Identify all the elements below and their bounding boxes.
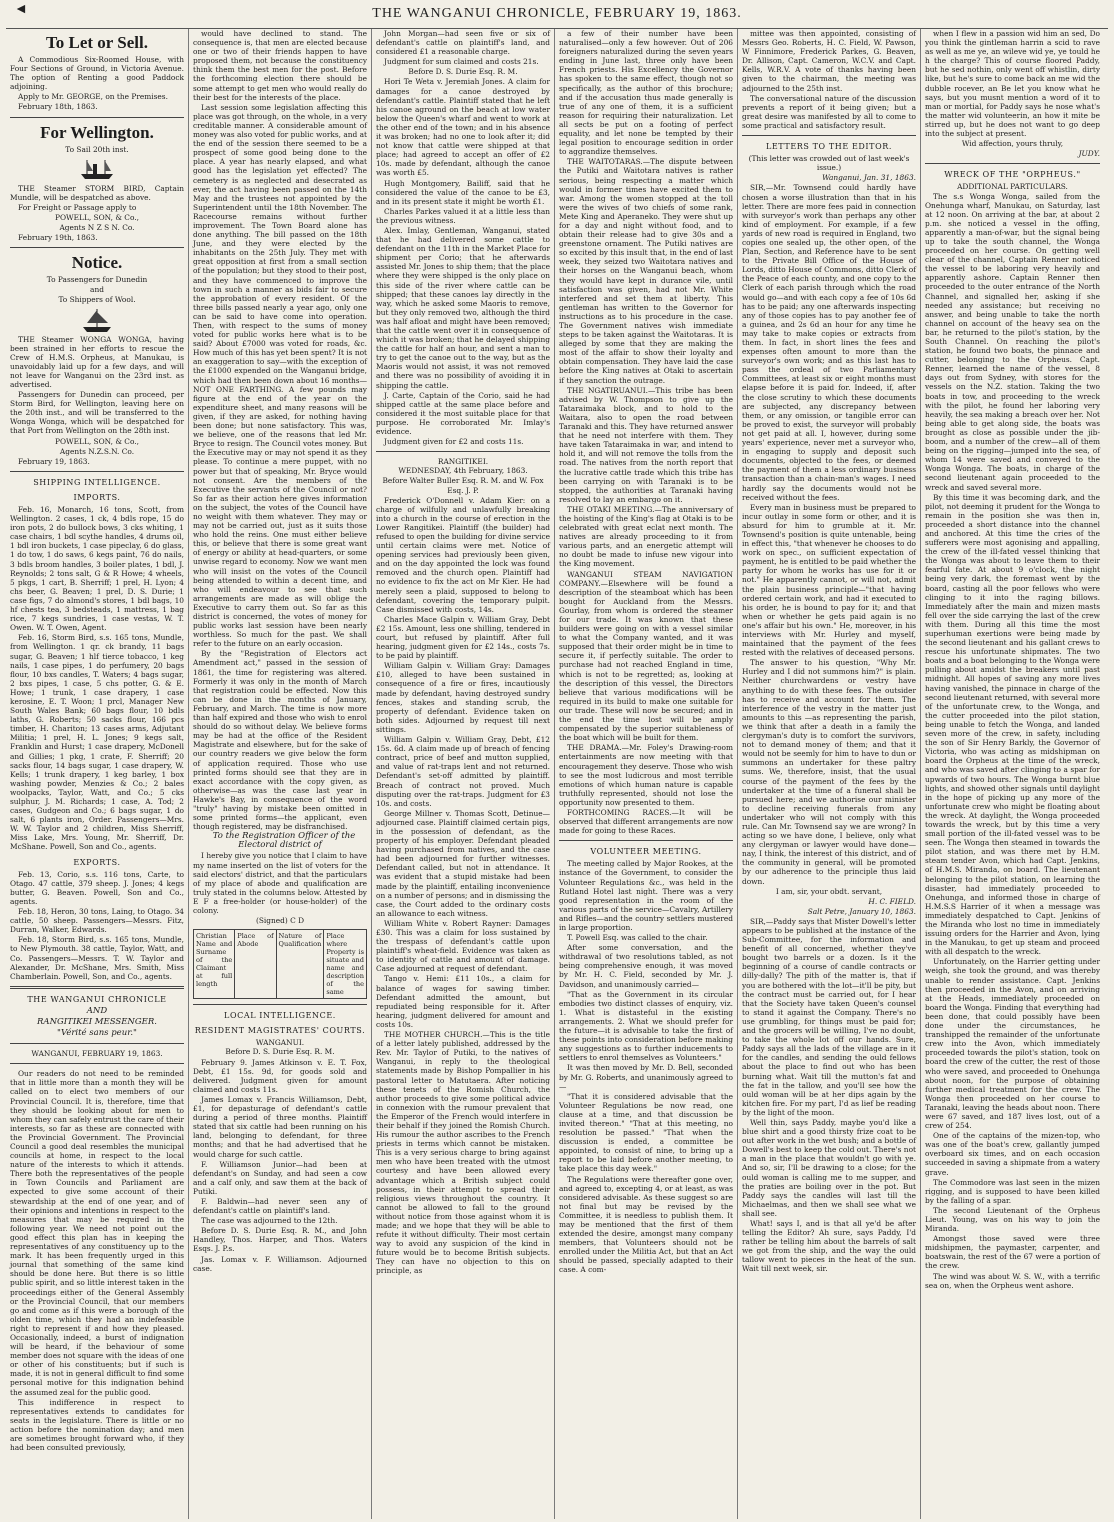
wanganui-heading: WANGANUI. [255, 1038, 305, 1048]
letter-sign: I am, sir, your obdt. servant, [775, 886, 883, 896]
court-case: The case was adjourned to the 12th. [201, 1216, 338, 1226]
shipping-heading: SHIPPING INTELLIGENCE. [33, 477, 161, 487]
news-paragraph: THE NGATIRUANUI.—This tribe has been advised by W. Thompson to give up the Tataraimaka block, and to hold to the Waitara, also to open the road between Taranaki and this. They have returned answer that he need not interfere with them. They have taken Tataraimaka in war, and intend to hold it, and will not remove the tolls from the road. The natives from the north report that the lucrative cattle trade which this tribe has been carrying on with Taranaki is to be stopped, the authorities at Taranaki having resolved to lay an embargo on it. [559, 385, 733, 504]
court-before: Before D. S. Durie Esq. R. M. [408, 67, 518, 77]
masthead-title: THE WANGANUI CHRONICLE, FEBRUARY 19, 1863. [372, 6, 742, 21]
wreck-heading: WRECK OF THE "ORPHEUS." [944, 170, 1081, 180]
divider [193, 1004, 367, 1005]
court-case: Hugh Montgomery, Bailiff, said that he considered the value of the canoe to be £3, and in its present state it might be worth £1. [376, 178, 550, 206]
news-paragraph: The conversational nature of the discussion prevents a report of it being given; but a great desire was manifested by all to come to some practical and satisfactory result. [742, 93, 916, 130]
to-let-date: February 18th, 1863. [18, 102, 98, 112]
court-case: William Galpin v. William Gray, Debt, £12 15s. 6d. A claim made up of breach of fencing contract, price of beef and mutton supplied, and value of rat-traps lent and not returned. Defendant's set-off admitted by plaintiff. Breach of contract not proved. Much disputing over the rat-traps. Judgment for £3 10s. and costs. [376, 735, 550, 808]
to-let-heading: To Let or Sell. [45, 33, 148, 52]
notice-to1: To Passengers for Dunedin [46, 275, 148, 285]
exports-entry: Feb. 13, Corio, s.s. 116 tons, Carte, to Otago. 47 cattle, 379 sheep. J. Jones; 4 kegs butter, G. Beaven. Powell, Son and Co., agents. [10, 869, 184, 906]
news-paragraph: Unfortunately, on the Harrier getting under weigh, she took the ground, and was thereby unable to render assistance. Capt. Jenkins then proceeded in the Avon, and on arriving at the Heads, immediately proceeded on board the Wonga. Finding that everything had been done, that could possibly have been done under the circumstances, he transhipped the remainder of the unfortunate crew into the Avon, which immediately proceeded towards the pilot's station, took on board the crew of the cutter, the rest of those who were saved, and proceeded to Onehunga about noon, for the purpose of obtaining further medical treatment for the crew. The Wonga then proceeded on her course to Taranaki, leaving the heads about noon. There were 67 saved, and 187 lives lost, out of a crew of 254. [925, 957, 1100, 1131]
divider [10, 247, 184, 248]
wellington-body: THE Steamer STORM BIRD, Captain Mundle, will be despatched as above. [10, 183, 184, 202]
notice-to2: and [90, 285, 104, 295]
court-case: Hori Te Weta v. Jeremiah Jones. A claim for damages for a canoe destroyed by defendant's cattle. Plaintiff stated that he left his canoe aground on the beach at low water below the Queen's wharf and went to work at the other end of the town; and in his absence it was broken; had no one to look after it; did not know that cattle were shipped at that place; had agreed to accept an offer of £2 10s. made by defendant, although the canoe was worth £5. [376, 77, 550, 178]
wellington-agent: POWELL, SON, & Co., [55, 212, 139, 222]
court-case: F. Williamson Junior—had been at defendant's on Sunday, and had seen a cow and a calf only, and saw them at the back of Putiki. [193, 1159, 367, 1196]
court-case: Judgment given for £2 and costs 11s. [384, 437, 524, 447]
exports-entry: Feb. 18, Heron, 30 tons, Laing, to Otago. 34 cattle, 50 sheep. Passengers—Messrs. Fitz, Durran, Walker, Edwards. [10, 907, 184, 935]
steamer-ship-icon [10, 156, 184, 182]
resolution-quote: "That it is considered advisable that the Volunteer Regulations be now read, one clause at a time, and that discussion be invited thereon." "That at this meeting, no resolution be passed." "That when the discussion is ended, a committee be appointed, to consist of nine, to bring up a report to be laid before another meeting, to take place this day week." [559, 1091, 733, 1174]
wellington-freight: For Freight or Passage apply to [18, 202, 137, 212]
editorial-paragraph: Our readers do not need to be reminded that in little more than a month they will be called on to elect two members of our Provincial Council. It is, therefore, time that they should be looking about for men to whom they can safely entrust the care of their interests, so far as these are connected with the Provincial Government. The Provincial Council a good deal resembles the municipal councils at home, in respect to the local nature of the interests to which it attends. There both the representatives of the people in Town Councils and Parliament are expected to give some account of their stewardship at the end of one year, and of their opinions and intentions in respect to the measures that may be required in the following year. We need not point out the good effect this plan has in keeping the representatives of any constituency up to the mark. It has been frequently urged in this journal that something of the same kind should be done here. But there is so little public spirit, and so little interest taken in the proceedings either of the General Assembly or the Provincial Council, that our members go and come as if this were a borough of the olden time, which they had an indefeasible right to represent if and how they pleased. Occasionally, indeed, a burst of indignation will be heard, if the behaviour of some member does not square with the ideas of one or other of his constituents; but if such is made, it is not in general difficult to find some personal motive for this indignation behind the assumed zeal for the public good. [10, 1069, 184, 1397]
letter-place: Wanganui, Jan. 31, 1863. [822, 173, 916, 183]
notice-agent2: Agents N.Z.S.N. Co. [59, 446, 135, 456]
divider [10, 1063, 184, 1064]
exports-heading: EXPORTS. [73, 857, 121, 867]
news-paragraph: THE OTAKI MEETING.—The anniversary of the hoisting of the King's flag at Otaki is to be celebrated with great eclat next month. The natives are already proceeding to it from various parts, and an energetic attempt will no doubt be made to infuse new vigour into the King movement. [559, 504, 733, 569]
letter-body: What! says I, and is that all ye'd be after telling the Editor? Ah sure, says Paddy, I'd rather be telling him about the barrels of salt we got from the ship, and the way the ould tallow went to pieces in the heat of the sun. Wait till next week, sir. [742, 1219, 916, 1274]
news-paragraph: THE WAITOTARAS.—The dispute between the Putiki and Waitotara natives is rather serious, being respecting a matter which would in former times have excited them to war. Among the women stopped at the toll were the wives of two chiefs of some rank, Mete King and Aperaneko. They were shut up for a day and night without food, and to obtain their release had to give 30s and a greenstone ornament. The Putiki natives are so excited by this insult that, in the end of last week, they seized two Waitotara natives and their horses on the Wanganui beach, whom they would have kept in durance vile, until satisfaction was given, had not Mr. White interfered and set them at liberty. This gentleman has written to the Governor for instructions as to his procedure in the case. The Government natives wish immediate steps to be taken against the Waitotaras. It is alleged by some that they are making the most of the affair to show their loyalty and obtain compensation. They have laid the case before the King natives at Otaki to ascertain if they sanction the outrage. [559, 157, 733, 385]
news-paragraph: The Regulations were thereafter gone over, and agreed to, excepting 4, or at least, as was considered advisable. As these suggest so are not final but may be revised by the Committee, it is needless to publish them. It may be mentioned that the first of them extended the desire, amongst many company members, that Volunteers should not be enrolled under the Militia Act, but that an Act should be passed, specially adapted to their case. A com- [559, 1174, 733, 1275]
news-paragraph: FORTHCOMING RACES.—It will be observed that different arrangements are now made for going to these Races. [559, 807, 733, 836]
letter-sign: JUDY. [1078, 149, 1100, 159]
divider [559, 840, 733, 841]
news-paragraph: The meeting called by Major Rookes, at the instance of the Government, to consider the Volunteer Regulations &c., was held in the Rutland Hotel last night. There was a very good representation in the room of the various parts of the service—Cavalry, Artillery and Rifles—and the country settlers mustered in large proportion. [559, 859, 733, 932]
news-paragraph: Amongst those saved were three midshipmen, the paymaster, carpenter, and boatswain, the rest of the 67 were a portion of the crew. [925, 1234, 1100, 1271]
page-corner-mark: ◄ [14, 2, 29, 17]
news-paragraph: The s.s Wonga Wonga, sailed from the Onehunga wharf, Manukau, on Saturday, last at 12 noon. On arriving at the bar, at about 2 p.m. she noticed a vessel in the offing, apparently a man-of-war, but the signal being up to take the south channel, the Wonga proceeded on her course. On getting well clear of the channel, Captain Renner noticed the vessel to be laboring very heavily and apparently ashore. Captain Renner then proceeded to the outer entrance of the North Channel, and signalled her, asking if she needed any assistance; but receiving no answer, and being unable to take the north channel on account of the heavy sea on the bar, he returned to the pilot's station, by the South Channel. On reaching the pilot's station, he found two boats, the pinnace and cutter, belonging to the Orpheus. Capt. Renner, learned the name of the vessel, 8 days out from Sydney, with stores for the vessels on the N.Z. station. Taking the two boats in tow, and proceeding to the wreck with the pilot, he found her laboring very heavily, the sea making a breach over her. Not being able to get along side, the boats was brought as close as possible under the jib-boom, and a number of the crew—all of them being on the rigging—jumped into the sea, of whom 14 were saved and conveyed to the Wonga Wonga. The boats, in charge of the second lieutenant again proceeded to the wreck and saved several more. [925, 191, 1100, 492]
paper-date: WANGANUI, FEBRUARY 19, 1863. [31, 1049, 163, 1059]
wellington-heading: For Wellington. [40, 122, 154, 142]
imports-entry: Feb. 16, Storm Bird, s.s. 165 tons, Mundle, from Wellington. 1 qr. ck brandy, 11 bags sugar, G. Beaven; 1 hlf tierce tobacco, 1 keg nails, 1 case pipes, 1 do perfumery, 20 bags flour, 10 bxs candles, T. Waters; 4 bags sugar, 2 bxs pipes, 1 case, 5 chs potter, G. & E. Howe; 1 trunk, 1 case drapery, 1 case kerosine, E. T. Woon; 1 prcl, Manager New South Wales Bank; 60 bags flour, 10 bdls laths, G. Roberts; 50 sacks flour, 166 pcs timber, H. Chariton; 13 cases arms, Adjutant Militia; 1 prel, H. L. Jones; 9 kegs salt, Franklin and Hurst; 1 case drapery, McDonell and Gillies; 1 pkg, 1 crate, F. Sherriff; 20 sacks flour, 14 bags sugar, 1 case drapery, W. Kells; 1 trunk drapery, 1 keg barley, 1 box washing powder, Menzies & Co.; 2 bales woolpacks, Taylor, Watt, and Co.; 5 cks sulphur, J. M. Richards; 1 case, A. Tod; 2 cases, Gudgeon and Co.; 6 bags sugar, 1 do salt, 6 plants iron, Order. Passengers—Mrs. W. W. Taylor and 2 children, Miss Sherriff, Miss Lake, Mrs. Young, Mr. Sherriff, Dr. McShane. Powell, Son and Co., agents. [10, 633, 184, 852]
resolution-quote: "That as the Government in its circular embodies two distinct classes of enquiry, viz. 1. What is distasteful in the existing arrangements. 2. What we should prefer for the future—it is advisable to take the first of these points into consideration before making any suggestions as to further inducements to settlers to enrol themselves as Volunteers." [559, 989, 733, 1063]
letter-sign: H. C. FIELD. [868, 896, 916, 906]
form-title: To the Registration Officer of the Electoral district of [212, 831, 356, 851]
rangitikei-date: WEDNESDAY, 4th February, 1863. [398, 466, 528, 476]
notice-body: THE Steamer WONGA WONGA, having been strained in her efforts to rescue the Crew of H.M.S. Orpheus, at Manukau, is unavoidably laid up for a few days, and will not leave for Wanganui on the 23rd inst. as advertised. [10, 334, 184, 389]
news-paragraph: After some conversation, and the withdrawal of two resolutions tabled, as not being comprehensive enough, it was moved by Mr. H. C. Field, seconded by Mr. J. Davidson, and unanimously carried— [559, 943, 733, 989]
news-paragraph: One of the captains of the mizen-top, who was one of the boat's crew, gallantly jumped overboard six times, and on each occasion succeeded in saving a shipmate from a watery grave. [925, 1131, 1100, 1177]
editorial-paragraph: would have declined to stand. The consequence is, that men are elected because one or two of their friends happen to have proposed them, not because the constituency think them the best men for the post. Before the forthcoming election there should be some attempt to get men who would really do their best for the interests of the place. [193, 29, 367, 102]
court-case: William White v. Robert Rayner: Damages £30. This was a claim for loss sustained by the trespass of defendant's cattle upon plaintiff's wheat-field. Evidence was taken as to identity of cattle and amount of damage. Case adjourned at request of defendant. [376, 918, 550, 974]
notice-body2: Passengers for Dunedin can proceed, per Storm Bird, for Wellington, leaving here on the 20th inst., and will be transferred to the Wonga Wonga, which will be despatched for that Port from Wellington on the 28th inst. [10, 390, 184, 436]
letter-body: Every man in business must be prepared to incur outlay in some form or other, and it is absurd for him to grumble at it. Mr. Townsend's position is quite untenable, being in effect this, "that whenever he chooses to do work on spec., on sufficient expectation of payment, he is entitled to be paid whether the party for whom he works has use for it or not." He apparently cannot, or will not, admit the plain business principle—"that having ordered certain work, and had it executed to his order, he is bound to pay for it; and that when or whether he gets paid again is no one's affair but his own." He, moreover, in his interviews with Mr. Hurley and myself, maintained that the payment of the fees rested with the relatives of deceased persons. [742, 502, 916, 658]
court-case: Charles Mace Galpin v. William Gray, Debt £2 15s. Amount, less one shilling, tendered in court, but refused by plaintiff. After full hearing, judgment given for £2 14s., costs 7s. to be paid by plaintiff. [376, 614, 550, 661]
letter-body: SIR,—Mr. Townsend could hardly have chosen a worse illustration than that in his letter. There are more fees paid in connection with surveyor's work than perhaps any other kind of employment. For example, if a few yards of new road is required in England, two copies one sealed up, the other open, of the Plan, Section, and Reference have to be sent to the Private Bill Office of the House of Lords, ditto House of Commons, ditto Clerk of the Peace of each county, and one copy to the Clerk of each parish through which the road would go—and with each copy a fee of 10s 6d has to be paid; any one afterwards inspecting any of those copies has to pay another fee of a guinea, and 2s 6d an hour for any time he may take to make copies or extracts from them. In fact, in short lines the fees and expenses often amount to more than the surveyor's own work; and as this last has to pass the ordeal of two Parliamentary Committees, at least six or eight months must elapse before it is paid for. Indeed, if, after the close scrutiny to which these documents are subjected, any discrepancy between them, or any omission, or tangible error can be proved to exist, the surveyor will probably not get paid at all. I, however, during some years' experience, never met a surveyor who, in engaging to supply and deposit such documents, objected to the fees, or deemed the payment of them a less ordinary business transaction than a chain-man's wages. I need hardly say the documents would not be received without the fees. [742, 183, 916, 502]
rangitikei-before: Before Walter Buller Esq. R. M. and W. Fox Esq. J. P. [382, 476, 544, 495]
column-4 [555, 29, 738, 1519]
notice-agent: POWELL, SON, & Co., [55, 436, 139, 446]
news-paragraph: a few of their number have been naturalised—only a few however. Out of 206 foreigners naturalized during the seven years ending in June last, three only have been French priests. His Excellency the Governor has spoken to the same effect, though not so specifically, as the author of this brochure; and if the accusation thus made generally is true of any one of them, it is a sufficient reason for requiring their naturalization. Let all sects be put on a footing of perfect equality, and let none be tempted by their legal position to encourage sedition in order to aggrandize themselves. [559, 29, 733, 157]
court-case: February 9. James Atkinson v. E. T. Fox, Debt, £1 15s. 9d, for goods sold and delivered. Judgment given for amount claimed and costs 11s. [193, 1057, 367, 1094]
wellington-agent2: Agents N Z S N. Co. [59, 223, 135, 233]
imports-heading: IMPORTS. [73, 492, 121, 502]
news-paragraph: By this time it was becoming dark, and the pilot, not deeming it prudent for the Wonga to remain in the position she was then in, proceeded a short distance into the channel and anchored. At this time the cries of the sufferers were most agonising and appalling, the crew of the ill-fated vessel thinking that the Wonga was about to leave them to their fearful fate. At about 9 o'clock, the night being very dark, the foremast went by the board, casting all the poor fellows who were clinging to it into the raging billows. Immediately after the main and mizen masts fell over the side carrying the last of the crew with them. During all this time the most superhuman exertions were being made by the second lieutenant and his gallant crews to rescue his unfortunate shipmates. The two boats and a boat belonging to the Wonga were pulling about amidst the breakers until past midnight. All hopes of saving any more lives having vanished, the pinnace in charge of the second lieutenant returned, with several more of the unfortunate crew, to the Wonga, and the cutter proceeded into the pilot station, being unable to fetch the Wonga, and landed seven more of the crew, in safety, including the son of Sir Henry Barkly, the Governor of Victoria, who was acting as midshipman on board the Orpheus at the time of the wreck, and who was saved after clinging to a spar for upwards of two hours. The Wonga burnt blue lights, and showed other signals until daylight in the hope of picking up any more of the unfortunate crew who might be floating about the wreck. At daylight, the Wonga proceeded towards the wreck, but by this time a very small portion of the ill-fated vessel was to be seen. The Wonga then steamed in towards the pilot station, and was there met by H.M. steam tender Avon, which had Capt. Jenkins, of H.M.S. Miranda, on board. The lieutenant belonging to the pilot station, on learning the disaster, had immediately proceeded to Onehunga, and informed those in charge of H.M.S.S Harrier of it when a message was immediately despatched to Capt. Jenkins of the Miranda who lost no time in immediately issuing orders for the Harrier and Avon, lying in the Manukau, to get up steam and proceed with all despatch to the wreck. [925, 492, 1100, 957]
column-2 [189, 29, 372, 1519]
letters-heading: LETTERS TO THE EDITOR. [765, 142, 893, 152]
form-column: Christian Name and Surname of the Claimant at full length [194, 930, 235, 998]
editorial-paragraph: This indifference in respect to representatives extends to candidates for seats in the legislature. There is little or no action before the nomination day; and men are sometimes brought forward who, if they had been consulted previously, [10, 1397, 184, 1453]
sailing-ship-icon [10, 307, 184, 333]
wreck-sub: ADDITIONAL PARTICULARS. [957, 182, 1068, 192]
letters-note: (This letter was crowded out of last week's issue.) [748, 154, 910, 173]
court-case: William Galpin v. William Gray: Damages £10, alleged to have been sustained in consequence of a fire or fires, incautiously made by defendant, having destroyed sundry fences, stakes and standing scrub, the property of defendant. Evidence taken on both sides. Adjourned by request till next sittings. [376, 661, 550, 734]
letter-sign: Wid affection, yours thruly, [961, 139, 1064, 149]
paper-name2: RANGITIKEI MESSENGER. [37, 1016, 157, 1027]
form-column: Place of Abode [235, 930, 276, 998]
paper-name: THE WANGANUI CHRONICLE [27, 994, 167, 1004]
imports-entry: Feb. 16, Monarch, 16 tons, Scott, from Wellington. 2 cases, 1 ck, 4 bdls rope, 15 do iron pots, 2 do bullock bows, 3 cks whiting, 1 case chairs, 1 bdl scythe handles, 4 drums oil, 1 bdl iron buckets, 1 case pipeclay, 6 do glass, 1 do tow, 1 do saws, 6 kegs paint, 76 do nails, 3 bdls broom handles, 3 boiler plates, 1 bdl, J. Reynolds; 2 tons salt, G & R Howe; 4 wheels, 5 pkgs, 1 cart, B. Sherriff; 1 prel, H. Lyon; 4 chs beer, G. Beaven; 1 prel, D. S. Durie; 1 case figs, 7 do almond's stores, 1 bdl bags, 10 hf chests tea, 3 bedsteads, 1 mattress, 1 bag rice, 7 kegs sundries, 1 case vestas, W. T. Owen. W. T. Owen, Agent. [10, 505, 184, 633]
court-case: J. Carte, Captain of the Corio, said he had shipped cattle at the same place before and considered it the most suitable place for that purpose. He corroborated Mr. Imlay's evidence. [376, 390, 550, 437]
form-column: Nature of Qualification [277, 930, 325, 998]
news-paragraph: T. Powell Esq. was called to the chair. [567, 933, 708, 943]
editorial-paragraph: Last session some legislation affecting this place was got through, on the whole, in a very creditable manner. A considerable amount of money was also voted for public works, and at the end of the session there seemed to be a prospect of some good being done to the place. A year has nearly elapsed, and what good has the legislation yet effected? The cemetery is as neglected and desecrated as ever, the act having been passed on the 14th May and the trustees not appointed by the Superintendent until the 18th November. The Racecourse remains without further improvement. The Town Board alone has done anything. The bill passed on the 18th June, and they were elected by the inhabitants on the 25th July. They met with great opposition at first from a small section of the population; but they stood to their post, and they have commenced to improve the town in such a manner as bids fair to secure the approbation of every resident. Of the three bills passed nearly a year ago, only one can be said to have come into operation. Then, with respect to the sums of money voted for public works here what is to be said? About £7000 was voted for roads, &c. How much of this has yet been spent? It is not an exaggeration to say—with the exception of the £1000 expended on the Wanganui bridge, which had then been down about 16 months—NOT ONE FARTHING. A few pounds may figure at the end of the year on the expenditure sheet, and many reasons will be given, if they are asked, for nothing having been done; but none satisfactory. This was, we believe, one of the reasons that led Mr. Bryce to resign. The Council votes money. But the Executive may or may not spend it as they please. To continue a mere puppet, with no power but that of speaking, Mr. Bryce would not consent. Are the members of the Executive the servants of the Council or not? So far as their action here gives information on the subject, the votes of the Council have no weight with them whatever. They may or may not be carried out, just as it suits those who hold the reins. One must either believe this, or believe that there is some great want of energy or ability at head-quarters, or some unwise regard to economy. Now we want men who will insist on the votes of the Council being attended to within a decent time, and who will endeavour to see that such arrangements are made as will oblige the Executive to carry them out. So far as this district is concerned, the votes of money for public works last session have been nearly worthless. So much for the past. We shall refer to the future on an early occasion. [193, 102, 367, 649]
form-body: I hereby give you notice that I claim to have my name inserted on the list of voters for the said electors' district, and that the particulars of my place of abode and qualification are truly stated in the columns below. Attested by E F a free-holder (or house-holder) of the colony. [193, 851, 367, 915]
to-let-body: A Commodious Six-Roomed House, with Four Sections of Ground, in Victoria Avenue. The option of Renting a good Paddock adjoining. [10, 55, 184, 92]
news-paragraph: THE MOTHER CHURCH.—This is the title of a letter lately published, addressed by the Rev. Mr. Taylor of Putiki, to the natives of Wanganui, in reply to the theological statements made by Bishop Pompallier in his pastoral letter to Matutaera. After noticing these tenets of the Romish Church, the author proceeds to give some political advice in connexion with the rumour prevalent that the Emperor of the French would interfere in their behalf if they joined the Romish Church. His rumour the author ascribes to the French priests in terms which cannot be mistaken. This is a very serious charge to bring against men who have been treated with the utmost courtesy and have been allowed every advantage which a British subject could possess, in their attempt to spread their religious views throughout the country. It cannot be allowed to fall to the ground without notice from those against whom it is made; and we hope that they will be able to refute it without difficulty. Their most certain way to avoid any suspicion of the kind in future would be to become British subjects. They can have no objection to this on principle, as [376, 1030, 550, 1276]
wellington-sail: To Sail 20th inst. [65, 144, 129, 154]
notice-heading: Notice. [71, 253, 123, 273]
rm-heading: RESIDENT MAGISTRATES' COURTS. [194, 1026, 366, 1036]
court-case: Frederick O'Donnell v. Adam Kier: on a charge of wilfully and unlawfully breaking into a church in the course of erection in the Lower Rangitikei. Plaintiff (the builder) had refused to open the building for divine service until certain claims were met. Notice of opening services had previously been given, and on the day appointed the lock was found removed and the church open. Plaintiff had no evidence to fix the act on Mr Kier. He had merely seen a plaid, supposed to belong to defendant, covering the temporary pulpit. Case dismissed with costs, 14s. [376, 495, 550, 614]
column-1 [6, 29, 189, 1519]
divider [10, 1043, 184, 1044]
news-paragraph: The Commodore was last seen in the mizen rigging, and is supposed to have been killed by the falling of a spar. [925, 1177, 1100, 1205]
paper-and: AND [86, 1005, 108, 1016]
divider [10, 471, 184, 472]
columns [6, 29, 1108, 1519]
court-case: Alex. Imlay, Gentleman, Wanganui, stated that he had delivered some cattle to defendant on the 11th in the Market Place for shipment per Corio; that he afterwards assisted Mr. Jones to ship them; that the place where they were shipped is the only place on this side of the river where cattle can be shipped; that these canoes lay directly in the way, which he asked some Maoris to remove, but they only removed two, although the third was half afloat and might have been removed; that the cattle went over it in consequence of which it was broken; that he delayed shipping the cattle for half an hour, and sent a man to try to get the canoe out to the way, but as the Maoris would not assist, it was not removed and there was no possibility of avoiding it in shipping the cattle. [376, 225, 550, 390]
page-masthead [6, 0, 1108, 29]
wanganui-before: Before D. S. Durie Esq. R. M. [225, 1047, 335, 1057]
news-paragraph: The wind was about W. S. W., with a terrific sea on, when the Orpheus went ashore. [925, 1271, 1100, 1290]
notice-date: February 19, 1863. [18, 456, 90, 466]
news-paragraph: It was then moved by Mr. D. Bell, seconded by Mr. G. Roberts, and unanimously agreed to— [559, 1063, 733, 1091]
column-5 [738, 29, 921, 1519]
volunteer-heading: VOLUNTEER MEETING. [590, 847, 702, 857]
news-paragraph: mittee was then appointed, consisting of Messrs Geo. Roberts, H. C. Field, W. Pawson, W Finnimore, Frederick Parkes, G. Beaven, Dr. Allison, Capt. Cameron, W.C.V. and Capt. Kells, W.R.V. A vote of thanks having been given to the chairman, the meeting was adjourned to the 25th inst. [742, 29, 916, 93]
news-paragraph: WANGANUI STEAM NAVIGATION COMPANY.—Elsewhere will be found a description of the steamboat which has been bought for Auckland from the Messrs. Gourlay, from whom is ordered the steamer for our trade. It was known that these builders were going on with a vessel similar to what the Company wanted, and it was supposed that their order might be in time to secure it, if perfectly suitable. The order to purchase had not reached England in time, which is not to be regretted; as, looking at the description of this vessel, the Directors believe that various modifications will be required in its build to make one suitable for our trade. These will now be secured; and in the end the time lost will be amply compensated by the superior suitableness of the boat which will be built for them. [559, 569, 733, 743]
form-column: Place where Property is situate and name and description of the same [326, 932, 365, 997]
divider [10, 117, 184, 118]
court-case: John Morgan—had seen five or six of defendant's cattle on plaintiff's land, and considered £1 a reasonable charge. [376, 29, 550, 57]
form-signed: (Signed) C D [255, 916, 305, 926]
court-case: Judgment for sum claimed and costs 21s. [384, 57, 539, 67]
court-case: Charles Parkes valued it at a little less than the previous witness. [376, 206, 550, 225]
court-case: Tango v. Hemi: £11 10s., a claim for balance of wages for sawing timber. Defendant admitted the amount, but repudiated being responsible for it. After hearing, judgment delivered for amount and costs 10s. [376, 974, 550, 1029]
registration-form-table [193, 929, 367, 999]
to-let-apply: Apply to Mr. GEORGE, on the Premises. [18, 92, 168, 102]
notice-to3: To Shippers of Wool. [58, 295, 136, 305]
court-case: Jas. Lomax v. F. Williamson. Adjourned case. [193, 1254, 367, 1273]
editorial-paragraph: By the "Registration of Electors act Amendment act," passed in the session of 1861, the time for registering was altered. Formerly it was only in the month of March that registration could be effected. Now this can be done in the months of January, February, and March. The time is now more than half expired and those who wish to enrol should do so without delay. We believe forms may be had at the office of the Resident Magistrate and elsewhere, but for the sake of our country readers we give below the form of application required. Those who use printed forms should see that they are in exact accordance with the copy given, as otherwise—as was the case last year in Hawke's Bay, in consequence of the word "truly" having by mistake been omitted in some printed forms—the applicant, even though registered, may be disfranchised. [193, 649, 367, 832]
letter-body: SIR,—Paddy says that Mister Dowell's letter appears to be published at the instance of the Sub-Committee, for the information and benefit of all concerned, whether they've bought two barrels or a dozen. Is it the beginning of a course of candle contracts or dilly-dally? The pith of the matter is, that if you are bothered with the lot—it'll be pity, but the contract must be carried out, for I hear that the Society have taken Queen's counsel to stand it against the Company. There's no use grumbling, for things must be paid for; and the grocers will be willing, I've no doubt, to take the whole lot off our hands. Sure, Paddy says all the lads of the village are in it for the candles, and sending the ould fellows about the place to find out who has been burning what. Wait till the mutton's fat and the fat in the tallow, and you'll see how the ould woman will be at her dips again by the kitchen fire. For my part, I'd as lief be reading by the light of the moon. [742, 916, 916, 1117]
paper-motto: "Vérité sans peur." [57, 1028, 137, 1039]
divider [742, 135, 916, 136]
column-6 [921, 29, 1104, 1519]
divider [376, 451, 550, 452]
court-case: F. Baldwin—had never seen any of defendant's cattle on plaintiff's land. [193, 1196, 367, 1216]
news-paragraph: The second Lieutenant of the Orpheus Lieut. Young, was on his way to join the Miranda. [925, 1205, 1100, 1234]
local-heading: LOCAL INTELLIGENCE. [224, 1011, 336, 1021]
letter-body: Well thin, says Paddy, maybe you'd like a blue shirt and a good thirsty frize coat to be out after work in the wet bush; and a bottle of Dowell's best to keep the cold out. There's not a man in the place that wouldn't go with ye. And so, sir, I'll be drawing to a close; for the ould woman is calling me to me supper, and the praties are boiling over in the pot. But Paddy says the candles will last till the Michaelmas, and then we shall see what we shall see. [742, 1117, 916, 1218]
news-paragraph: THE DRAMA.—Mr. Foley's Drawing-room entertainments are now meeting with that encouragement they deserve. Those who wish to see the most ludicrous and most terrible emotions of which human nature is capable truthfully represented, should not lose the opportunity now presented to them. [559, 743, 733, 807]
exports-entry: Feb. 18, Storm Bird, s.s. 165 tons, Mundle, to New Plymouth. 38 cattle, Taylor, Watt, and Co. Passengers—Messrs. T. W. Taylor and Alexander, Dr. McShane, Mrs. Smith, Miss Chamberlain. Powell, Son, and Co., agents. [10, 935, 184, 981]
letter-body: The answer to his question, "Why Mr. Hurley and I did not summons him?" is plain. Neither churchwardens or vestry have anything to do with these fees. The outsider has to receive and account for them. The interference of the vestry in the matter just amounts to this —as representing the parish, we think that after a death in a family the clergyman's duty is to comfort the survivors, not to demand money of them; and that it would not be seemly for him to have to dun or summons an undertaker for these paltry sums. We, therefore, insist, that the usual course of the payment of the fees by the undertaker at the time of a funeral shall be pursued here; and we authorise our minister to decline receiving funerals from any undertaker who will not comply with this rule. Can Mr. Townsend say we are wrong? In acting so we have done, I believe, only what any clergyman or lawyer would have done—nay, I think, the interest of this district, and of the community in general, will be promoted by our adherence to the principle thus laid down. [742, 658, 916, 886]
column-3 [372, 29, 555, 1519]
court-case: James Lomax v. Francis Williamson, Debt, £1, for depasturage of defendant's cattle during a period of three months. Plaintiff stated that six cattle had been running on his land, belonging to defendant, for three months; and that he had advertised that he would charge for such cattle. [193, 1094, 367, 1159]
divider [10, 986, 184, 989]
wellington-date: February 19th, 1863. [18, 233, 98, 243]
letter-place: Salt Petre, January 10, 1863. [807, 906, 916, 916]
court-case: George Millner v. Thomas Scott, Detinue—adjourned case. Plaintiff claimed certain pigs, in the possession of defendant, as the property of his employer. Defendant pleaded having purchased from natives, and the case had been adjourned for further witnesses. Defendant called, but not in attendance. It was evident that a stupid mistake had been made by the plaintiff, entailing inconvenience on a number of persons; and in dismissing the case, the Court added to the ordinary costs an allowance to each witness. [376, 808, 550, 918]
divider [925, 163, 1100, 164]
letter-body: when I flew in a passion wid him an sed, Do you think the gintleman harrin a scid to rave as well as me ye, an wileve wid ye, ye tould he h the charge? This of course floored Paddy, but he sed nothin, only went off whistlin, dirty like, but he's sure to come back an me wid the dubble rocever, an Be let you know what he says, but you musnt mention a word of it to man or mortial, for Paddy says he nose what's the matter wid volunteerin, an how it mite be stirred up, but he does not want to go deep into the subject at present. [925, 29, 1100, 139]
rangitikei-heading: RANGITIKEI. [437, 457, 489, 467]
court-case: Before D. S. Durie Esq. R. M., and John Handley, Thos. Harper, and Thos. Waters Esqs. J. P.s. [193, 1226, 367, 1254]
